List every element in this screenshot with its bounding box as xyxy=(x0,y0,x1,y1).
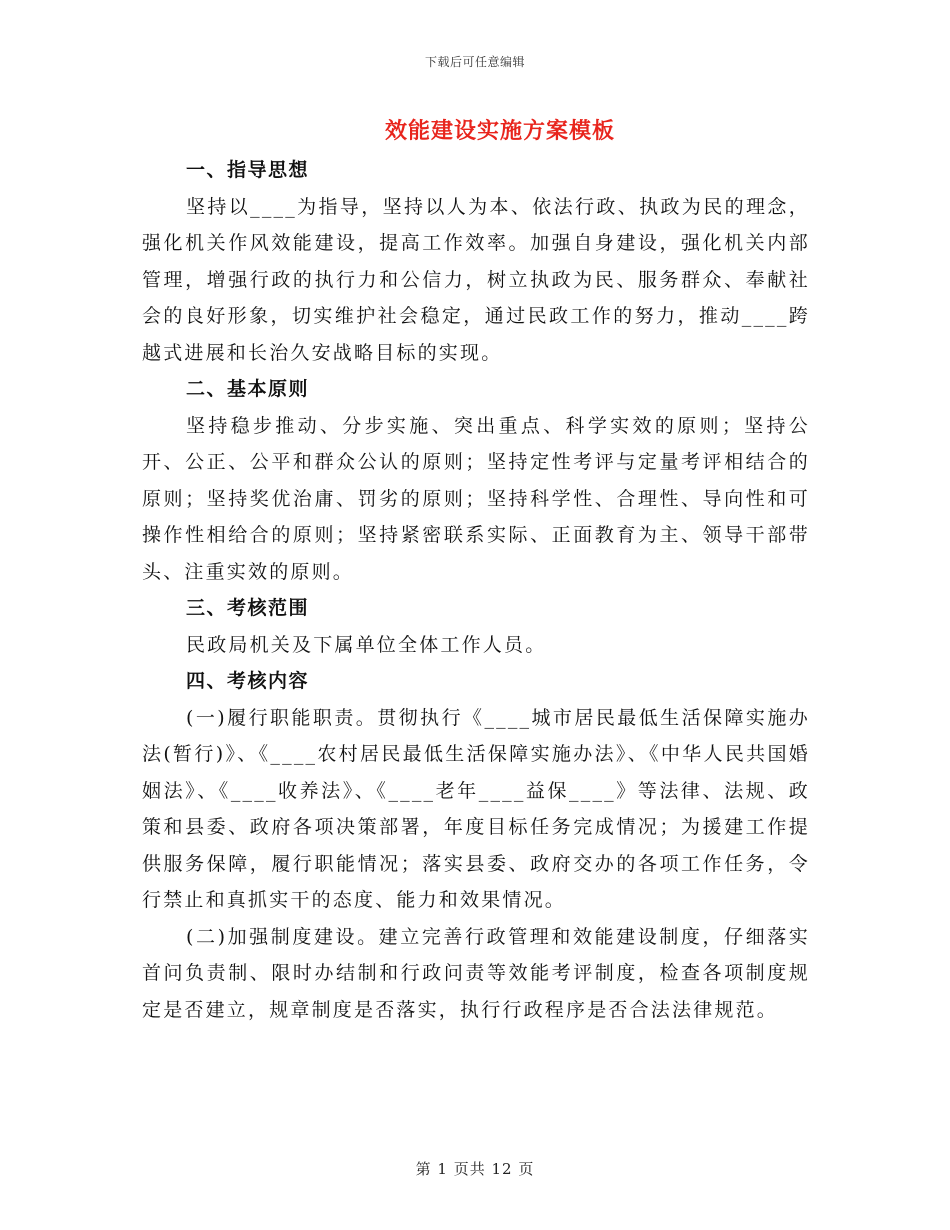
document-body xyxy=(142,152,810,1028)
section-2-paragraph-1: 坚持稳步推动、分步实施、突出重点、科学实效的原则；坚持公开、公正、公平和群众公认的原则；坚持定性考评与定量考评相结合的原则；坚持奖优治庸、罚劣的原则；坚持科学性、合理性、导向性和可操作性相给合的原则；坚持紧密联系实际、正面教育为主、领导干部带头、注重实效的原则。 xyxy=(142,414,810,583)
document-title: 效能建设实施方案模板 xyxy=(384,118,615,144)
section-heading-2: 二、基本原则 xyxy=(186,378,310,400)
section-4-paragraph-2: (二)加强制度建设。建立完善行政管理和效能建设制度，仔细落实首问负责制、限时办结制和行政问责等效能考评制度，检查各项制度规定是否建立，规章制度是否落实，执行行政程序是否合法法律规范。 xyxy=(142,925,810,1021)
section-3-paragraph-1: 民政局机关及下属单位全体工作人员。 xyxy=(186,633,547,656)
section-heading-1: 一、指导思想 xyxy=(186,159,310,181)
section-heading-4: 四、考核内容 xyxy=(186,670,310,692)
section-4-paragraph-1: (一)履行职能职责。贯彻执行《____城市居民最低生活保障实施办法(暂行)》、《____农村居民最低生活保障实施办法》、《中华人民共国婚姻法》、《____收养法》、《____老年____益保____》等法律、法规、政策和县委、政府各项决策部署，年度目标任务完成情况；为援建工作提供服务保障，履行职能情况；落实县委、政府交办的各项工作任务，令行禁止和真抓实干的态度、能力和效果情况。 xyxy=(142,706,810,911)
page-header: 下载后可任意编辑 xyxy=(424,55,525,69)
section-heading-3: 三、考核范围 xyxy=(186,597,310,619)
page-footer: 第 1 页共 12 页 xyxy=(415,1160,535,1178)
section-1-paragraph-1: 坚持以____为指导，坚持以人为本、依法行政、执政为民的理念，强化机关作风效能建设，提高工作效率。加强自身建设，强化机关内部管理，增强行政的执行力和公信力，树立执政为民、服务群众、奉献社会的良好形象，切实维护社会稳定，通过民政工作的努力，推动____跨越式进展和长治久安战略目标的实现。 xyxy=(142,195,810,364)
